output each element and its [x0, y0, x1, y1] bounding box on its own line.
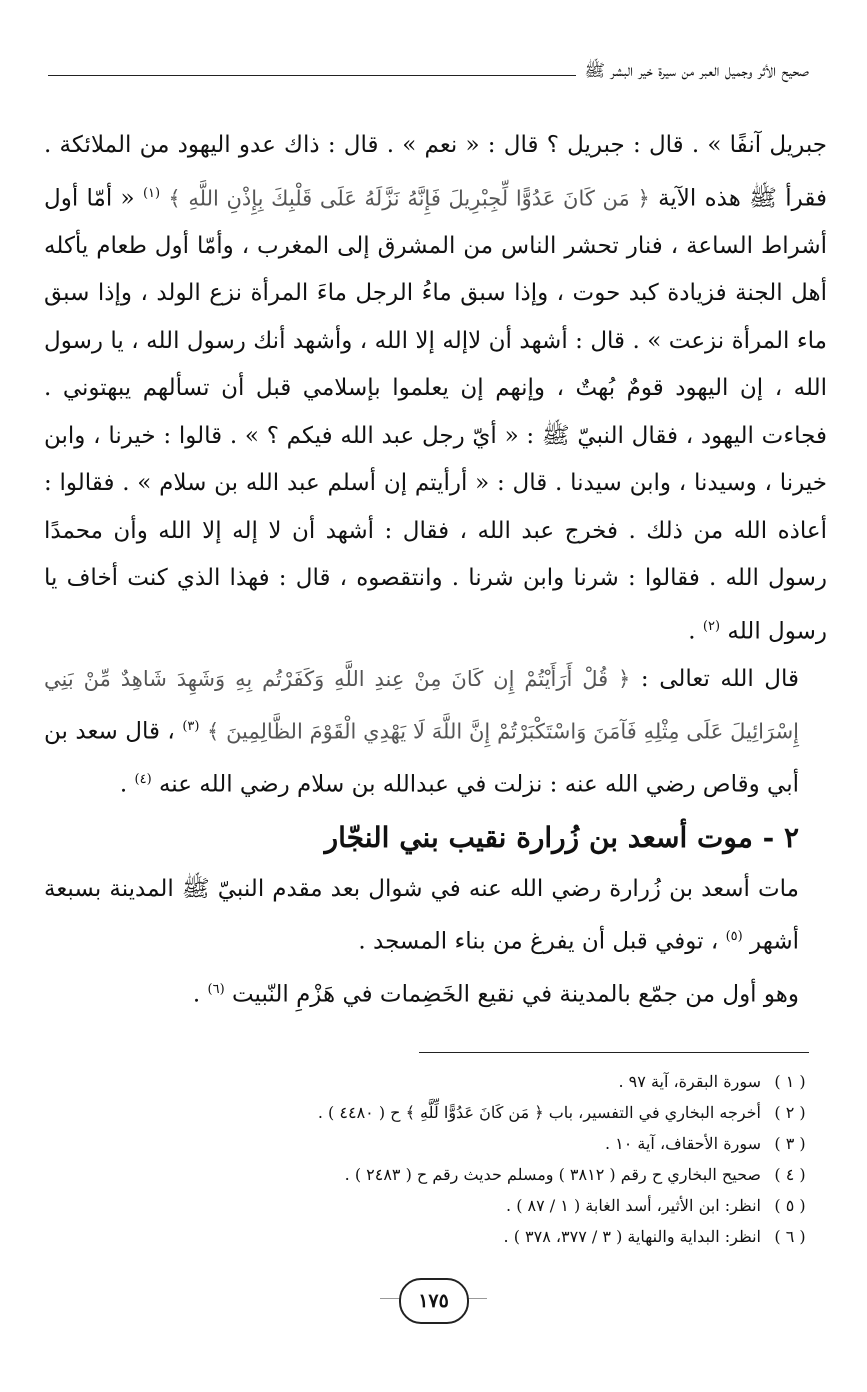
- footnote-text: سورة البقرة، آية ٩٧ .: [618, 1072, 761, 1091]
- footnote-number: ( ٦ ): [774, 1227, 806, 1246]
- footnote-number: ( ٤ ): [774, 1165, 806, 1184]
- footnote-ref-3[interactable]: (٣): [182, 719, 200, 735]
- running-header: [48, 52, 809, 92]
- paragraph-2-rest: ، قال سعد بن أبي وقاص رضي الله عنه : نزلت في عبدالله بن سلام رضي الله عنه: [44, 718, 799, 799]
- footnote-number: ( ٢ ): [774, 1103, 806, 1122]
- section-heading: ٢ - موت أسعد بن زُرارة نقيب بني النجّار: [324, 820, 799, 854]
- footnote-ref-4[interactable]: (٤): [134, 772, 152, 788]
- footnote-item: [200, 1097, 809, 1128]
- footnote-text: انظر: ابن الأثير، أسد الغابة ( ١ / ٨٧ ) .: [506, 1196, 761, 1215]
- footnote-item: [200, 1066, 809, 1097]
- paragraph-2: قال الله تعالى : ﴿ قُلْ أَرَأَيْتُمْ إِن كَانَ مِنْ عِندِ اللَّهِ وَكَفَرْتُم بِهِ وَشَهِدَ شَاهِدٌ مِّنْ بَنِي إِسْرَائِيلَ عَلَى مِثْلِهِ فَآمَنَ وَاسْتَكْبَرْتُمْ إِنَّ اللَّهَ لَا يَهْدِي الْقَوْمَ الظَّالِمِينَ ﴾ $^{(٣)}$ ، قال سعد بن أبي وقاص رضي الله عنه : نزلت في عبدالله بن سلام رضي الله عنه $^{(٤)}$ .: [44, 665, 800, 799]
- footnote-number: ( ٣ ): [774, 1134, 806, 1153]
- footnote-item: [200, 1128, 809, 1159]
- quran-verse-1: ﴿ مَن كَانَ عَدُوًّا لِّجِبْرِيلَ فَإِنَّهُ نَزَّلَهُ عَلَى قَلْبِكَ بِإِذْنِ اللَّهِ ﴾: [168, 186, 650, 211]
- footnote-ref-2[interactable]: (٢): [702, 618, 721, 634]
- footnote-text: سورة الأحقاف، آية ١٠ .: [604, 1134, 761, 1153]
- footnote-item: [200, 1159, 809, 1190]
- header-title: صحيح الأثر وجميل العبر من سيرة خير البشر ﷺ: [576, 60, 809, 85]
- paragraph-3-text: مات أسعد بن زُرارة رضي الله عنه في شوال بعد مقدم النبيّ ﷺ المدينة بسبعة أشهر: [44, 875, 799, 955]
- footnote-text: أخرجه البخاري في التفسير، باب ﴿ مَن كَانَ عَدُوًّا لِّلَّهِ ﴾ ح ( ٤٤٨٠ ) .: [317, 1103, 761, 1122]
- footnote-ref-5[interactable]: (٥): [725, 929, 743, 945]
- footnote-ref-1[interactable]: (١): [142, 185, 161, 201]
- paragraph-3-rest: ، توفي قبل أن يفرغ من بناء المسجد .: [358, 928, 719, 955]
- quran-verse-2: ﴿ قُلْ أَرَأَيْتُمْ إِن كَانَ مِنْ عِندِ اللَّهِ وَكَفَرْتُم بِهِ وَشَهِدَ شَاهِدٌ مِّنْ بَنِي إِسْرَائِيلَ عَلَى مِثْلِهِ فَآمَنَ وَاسْتَكْبَرْتُمْ إِنَّ اللَّهَ لَا يَهْدِي الْقَوْمَ الظَّالِمِينَ ﴾: [44, 666, 800, 744]
- footnote-number: ( ٥ ): [774, 1196, 806, 1215]
- paragraph-3: [44, 866, 827, 967]
- paragraph-2-intro: قال الله تعالى :: [640, 665, 800, 692]
- main-text: [44, 122, 827, 1019]
- footnote-item: [200, 1190, 809, 1221]
- paragraph-1: جبريل آنفًا » . قال : جبريل ؟ قال : « نعم » . قال : ذاك عدو اليهود من الملائكة . فقرأ ﷺ هذه الآية ﴿ مَن كَانَ عَدُوًّا لِّجِبْرِيلَ فَإِنَّهُ نَزَّلَهُ عَلَى قَلْبِكَ بِإِذْنِ اللَّهِ ﴾ $^{(١)}$ « أمّا أول أشراط الساعة ، فنار تحشر الناس من المشرق إلى المغرب ، وأمّا أول طعام يأكله أهل الجنة فزيادة كبد حوت ، وإذا سبق ماءُ الرجل ماءَ المرأة نزع الولد ، وإذا سبق ماء المرأة نزعت » . قال : أشهد أن لاإله إلا الله ، وأشهد أنك رسول الله ، يا رسول الله ، إن اليهود قومٌ بُهتٌ ، وإنهم إن يعلموا بإسلامي قبل أن تسألهم يبهتوني . فجاءت اليهود ، فقال النبيّ ﷺ : « أيّ رجل عبد الله فيكم ؟ » . قالوا : خيرنا ، وابن خيرنا ، وسيدنا ، وابن سيدنا . قال : « أرأيتم إن أسلم عبد الله بن سلام » . فقالوا : أعاذه الله من ذلك . فخرج عبد الله ، فقال : أشهد أن لا إله إلا الله وأن محمدًا رسول الله . فقالوا : شرنا وابن شرنا . وانتقصوه ، قال : فهذا الذي كنت أخاف يا رسول الله $^{(٢)}$ .: [44, 132, 827, 645]
- paragraph-4: وهو أول من جمّع بالمدينة في نقيع الخَضِمات في هَزْمِ النّبيت $^{(٦)}$ .: [192, 981, 799, 1008]
- footnote-text: انظر: البداية والنهاية ( ٣ / ٣٧٧، ٣٧٨ ) .: [503, 1227, 761, 1246]
- footnote-ref-6[interactable]: (٦): [207, 982, 225, 998]
- paragraph-1-text: جبريل آنفًا » . قال : جبريل ؟ قال : « نعم » . قال : ذاك عدو اليهود من الملائكة . فقرأ ﷺ هذه الآية: [44, 132, 827, 212]
- footnote-divider: [419, 1052, 809, 1053]
- paragraph-4-text: وهو أول من جمّع بالمدينة في نقيع الخَضِمات في هَزْمِ النّبيت: [231, 981, 799, 1008]
- paragraph-1b-text: « أمّا أول أشراط الساعة ، فنار تحشر الناس من المشرق إلى المغرب ، وأمّا أول طعام يأكله أهل الجنة فزيادة كبد حوت ، وإذا سبق ماءُ الرجل ماءَ المرأة نزع الولد ، وإذا سبق ماء المرأة نزعت » . قال : أشهد أن لاإله إلا الله ، وأشهد أنك رسول الله ، يا رسول الله ، إن اليهود قومٌ بُهتٌ ، وإنهم إن يعلموا بإسلامي قبل أن تسألهم يبهتوني . فجاءت اليهود ، فقال النبيّ ﷺ : « أيّ رجل عبد الله فيكم ؟ » . قالوا : خيرنا ، وابن خيرنا ، وسيدنا ، وابن سيدنا . قال : « أرأيتم إن أسلم عبد الله بن سلام » . فقالوا : أعاذه الله من ذلك . فخرج عبد الله ، فقال : أشهد أن لا إله إلا الله وأن محمدًا رسول الله . فقالوا : شرنا وابن شرنا . وانتقصوه ، قال : فهذا الذي كنت أخاف يا رسول الله: [44, 185, 827, 645]
- page-number: ١٧٥: [399, 1278, 469, 1324]
- footnote-number: ( ١ ): [774, 1072, 806, 1091]
- footnote-item: [200, 1221, 809, 1252]
- footnotes-list: [200, 1066, 809, 1252]
- footnote-text: صحيح البخاري ح رقم ( ٣٨١٢ ) ومسلم حديث رقم ح ( ٢٤٨٣ ) .: [344, 1165, 761, 1184]
